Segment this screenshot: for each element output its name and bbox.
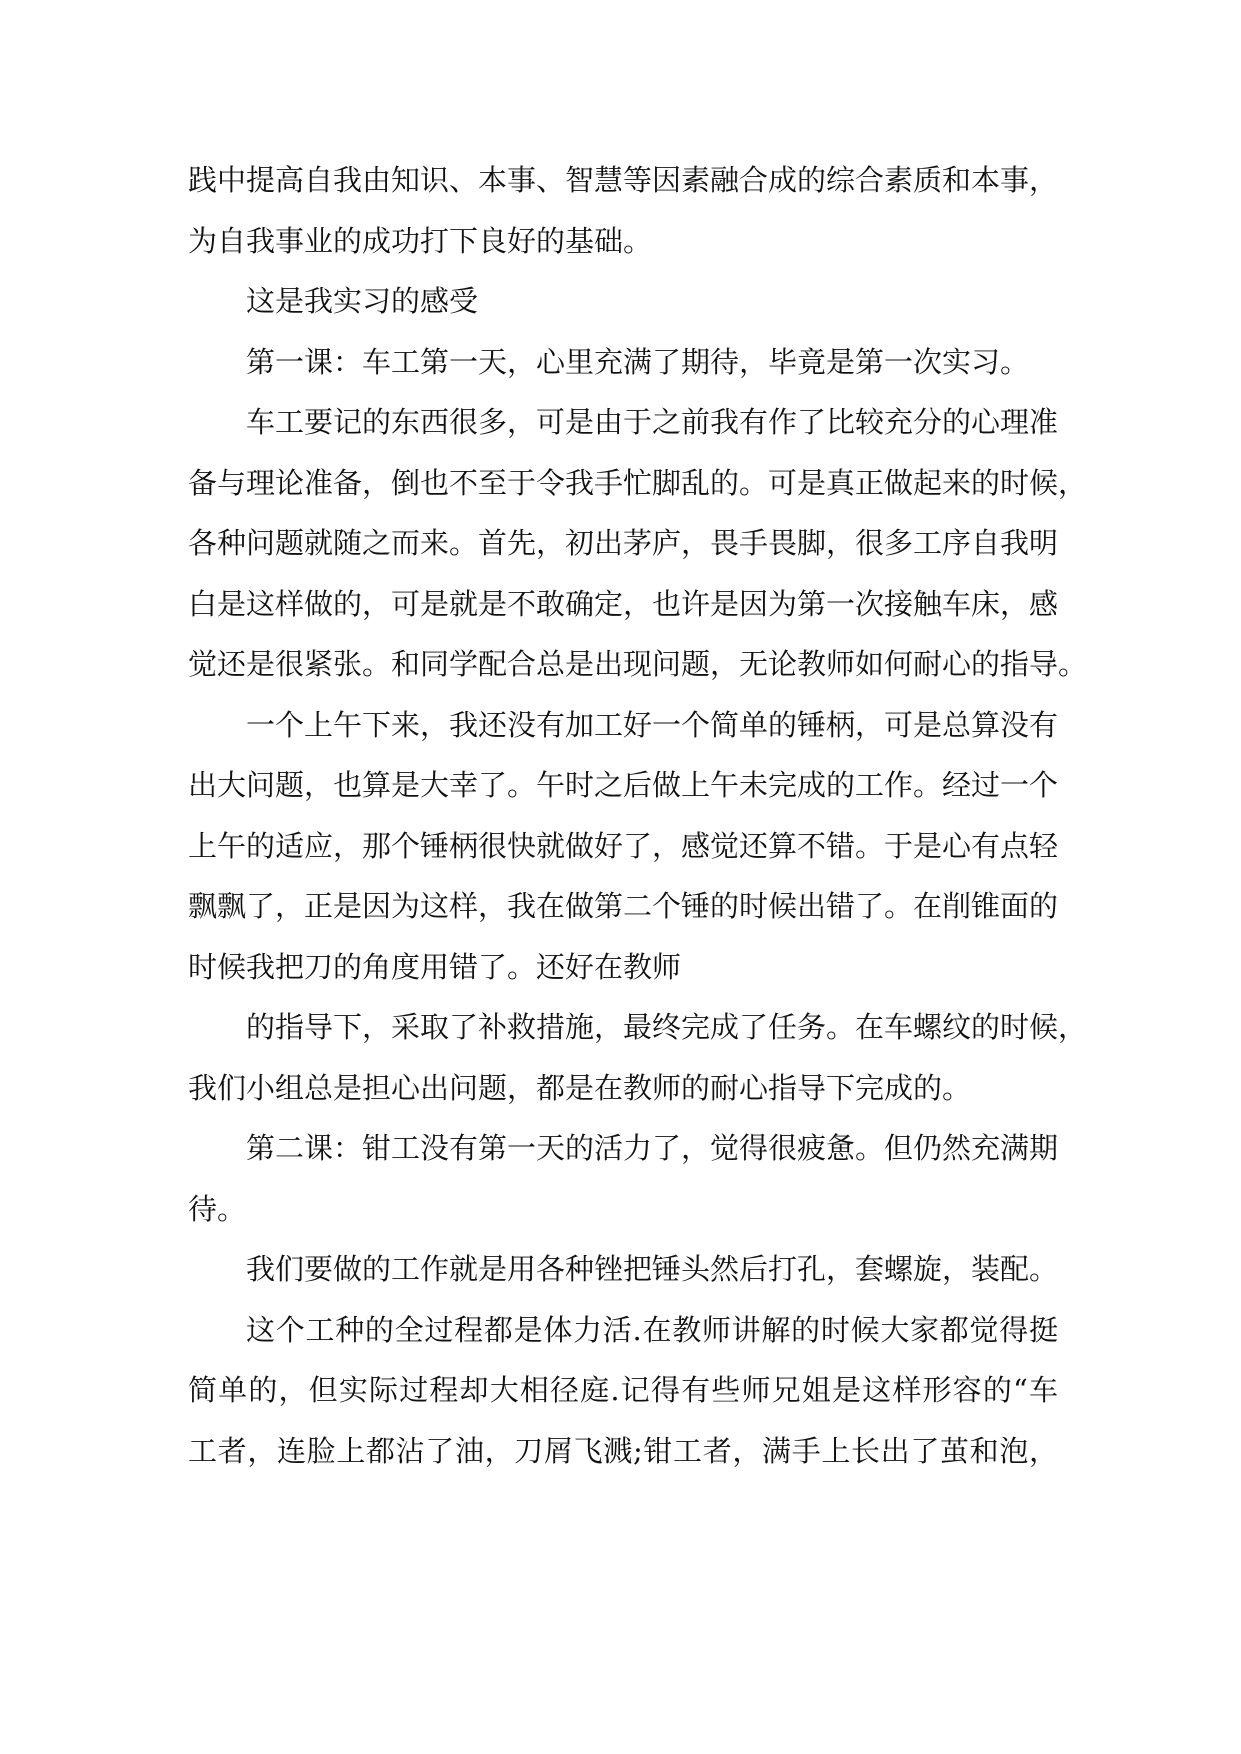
text-line: 我们要做的工作就是用各种锉把锤头然后打孔，套螺旋，装配。: [246, 1252, 1059, 1286]
text-line: 的指导下，采取了补救措施，最终完成了任务。在车螺纹的时候，: [246, 1010, 1088, 1044]
text-line: 上午的适应，那个锤柄很快就做好了，感觉还算不错。于是心有点轻: [188, 828, 1059, 863]
text-line: 觉还是很紧张。和同学配合总是出现问题，无论教师如何耐心的指导。: [188, 647, 1088, 681]
text-line: 备与理论准备，倒也不至于令我手忙脚乱的。可是真正做起来的时候，: [188, 465, 1088, 500]
text-line: 白是这样做的，可是就是不敢确定，也许是因为第一次接触车床，感: [188, 586, 1059, 621]
text-line: 我们小组总是担心出问题，都是在教师的耐心指导下完成的。: [188, 1070, 972, 1105]
document-body: [188, 150, 1088, 1481]
text-line: 出大问题，也算是大幸了。午时之后做上午未完成的工作。经过一个: [188, 768, 1059, 802]
paragraph: [188, 150, 1058, 271]
text-line: 这是我实习的感受: [246, 284, 479, 318]
paragraph: [188, 1239, 1058, 1300]
text-line: 简单的，但实际过程却大相径庭.记得有些师兄姐是这样形容的“车: [188, 1373, 1058, 1407]
paragraph: [188, 392, 1088, 695]
text-line: 践中提高自我由知识、本事、智慧等因素融合成的综合素质和本事，: [188, 163, 1059, 197]
text-line: 第二课：钳工没有第一天的活力了，觉得很疲惫。但仍然充满期: [246, 1131, 1059, 1165]
text-line: 飘飘了，正是因为这样，我在做第二个锤的时候出错了。在削锥面的: [188, 889, 1059, 923]
text-line: 这个工种的全过程都是体力活.在教师讲解的时候大家都觉得挺: [246, 1312, 1058, 1347]
text-line: 各种问题就随之而来。首先，初出茅庐，畏手畏脚，很多工序自我明: [188, 526, 1059, 560]
paragraph: [188, 271, 1058, 332]
text-line: 时候我把刀的角度用错了。还好在教师: [188, 949, 682, 984]
paragraph: [188, 1300, 1058, 1482]
paragraph: [188, 695, 1058, 998]
text-line: 工者，连脸上都沾了油，刀屑飞溅;钳工者，满手上长出了茧和泡，: [188, 1433, 1058, 1468]
text-line: 为自我事业的成功打下良好的基础。: [188, 223, 653, 258]
text-line: 车工要记的东西很多，可是由于之前我有作了比较充分的心理准: [246, 405, 1059, 439]
paragraph: [188, 997, 1088, 1118]
paragraph: [188, 1118, 1058, 1239]
text-line: 第一课：车工第一天，心里充满了期待，毕竟是第一次实习。: [246, 344, 1030, 379]
paragraph: [188, 332, 1058, 393]
text-line: 待。: [188, 1191, 247, 1226]
text-line: 一个上午下来，我还没有加工好一个简单的锤柄，可是总算没有: [246, 707, 1059, 742]
